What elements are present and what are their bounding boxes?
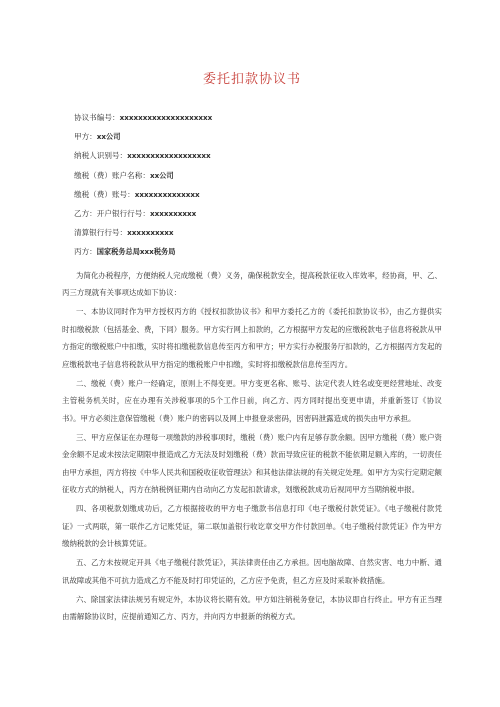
field-label: 甲方： xyxy=(74,132,97,142)
field-label: 乙方：开户银行行号： xyxy=(74,208,150,218)
paragraph-clause-3: 三、甲方应保证在办理每一项缴款的涉税事项时，缴税（费）账户内有足够存款余额。因甲方缴税（费）账户资金余额不足或未按法定期限申报造成乙方无法及时划缴税（费）款而导致应征的税款不能依期足额入库的，一切责任由甲方承担，丙方将按《中华人民共和国税收征收管理法》和其他法律法规的有关规定处理。如甲方为实行定期定额征收方式的纳税人，丙方在纳税例征期内自动向乙方发起扣款请求，划缴税款成功后视同甲方当期纳税申报。 xyxy=(62,432,442,494)
field-party-a xyxy=(74,132,442,142)
paragraph-clause-4: 四、各项税款划缴成功后，乙方根据接收的甲方电子缴款书信息打印《电子缴税付款凭证》。《电子缴税付款凭证》一式两联，第一联作乙方记账凭证，第二联加盖银行收讫章交甲方作付款回单。《电子缴税付款凭证》作为甲方缴纳税款的会计核算凭证。 xyxy=(62,504,442,548)
field-value: xx公司 xyxy=(96,132,121,142)
field-value: xxxxxxxxxx xyxy=(149,208,197,218)
field-value: xx公司 xyxy=(149,170,174,180)
field-agreement-number xyxy=(74,113,442,123)
field-value: xxxxxxxxxxxxxxxxxxxx xyxy=(119,113,213,122)
field-value: xxxxxxxxxxxxxx xyxy=(134,189,200,199)
paragraph-intro: 为简化办税程序，方便纳税人完成缴税（费）义务，确保税款安全，提高税款征收入库效率，经协商，甲、乙、丙三方现就有关事项达成如下协议： xyxy=(62,270,442,297)
field-account-number xyxy=(74,190,442,200)
field-label: 协议书编号： xyxy=(74,113,120,122)
field-label: 纳税人识别号： xyxy=(74,151,128,161)
document-title: 委托扣款协议书 xyxy=(202,72,301,87)
paragraph-clause-2: 二、缴税（费）账户一经确定，原则上不得变更。甲方变更名称、账号、法定代表人姓名或变更经营地址、改变主管税务机关时，应在办理有关涉税事项的5个工作日前，向乙方、丙方同时提出变更申请，并重新签订《协议书》。甲方必须注意保管缴税（费）账户的密码以及网上申报登录密码，因密码泄露造成的损失由甲方承担。 xyxy=(62,378,442,423)
field-clearing-bank xyxy=(74,228,442,238)
field-party-b-bank xyxy=(74,209,442,219)
field-label: 丙方： xyxy=(74,247,97,257)
field-party-c xyxy=(74,247,442,257)
paragraph-clause-5: 五、乙方未按规定开具《电子缴税付款凭证》，其法律责任由乙方承担。因电脑故障、自然灾害、电力中断、通讯故障或其他不可抗力造成乙方不能及时打印凭证的，乙方应予免责，但乙方应及时采取补救措施。 xyxy=(62,558,442,585)
field-label: 清算银行行号： xyxy=(74,228,128,238)
paragraph-clause-6: 六、除国家法律法规另有规定外，本协议将长期有效。甲方如注销税务登记，本协议即自行终止。甲方有正当理由需解除协议时，应提前通知乙方、丙方，并向丙方申报新的纳税方式。 xyxy=(62,594,442,621)
field-account-name xyxy=(74,171,442,181)
field-label: 缴税（费）账号： xyxy=(74,189,135,199)
field-label: 缴税（费）账户名称： xyxy=(74,170,150,180)
field-value: xxxxxxxxxx xyxy=(127,228,174,238)
field-value: 国家税务总局xxx税务局 xyxy=(96,247,176,257)
field-value: xxxxxxxxxxxxxxxxxx xyxy=(127,151,211,161)
field-taxpayer-id xyxy=(74,151,442,161)
paragraph-clause-1: 一、本协议同时作为甲方授权丙方的《授权扣款协议书》和甲方委托乙方的《委托扣款协议书》，由乙方提供实时扣缴税款（包括基金、费，下同）服务。甲方实行网上扣款的，乙方根据甲方发起的应缴税款电子信息将税款从甲方指定的缴税账户中扣缴，实时将扣缴税款信息传至丙方和甲方；甲方实行办税服务厅扣款的，乙方根据丙方发起的应缴税款电子信息将税款从甲方指定的缴税账户中扣缴，实时将扣缴税款信息传至丙方。 xyxy=(62,307,442,369)
